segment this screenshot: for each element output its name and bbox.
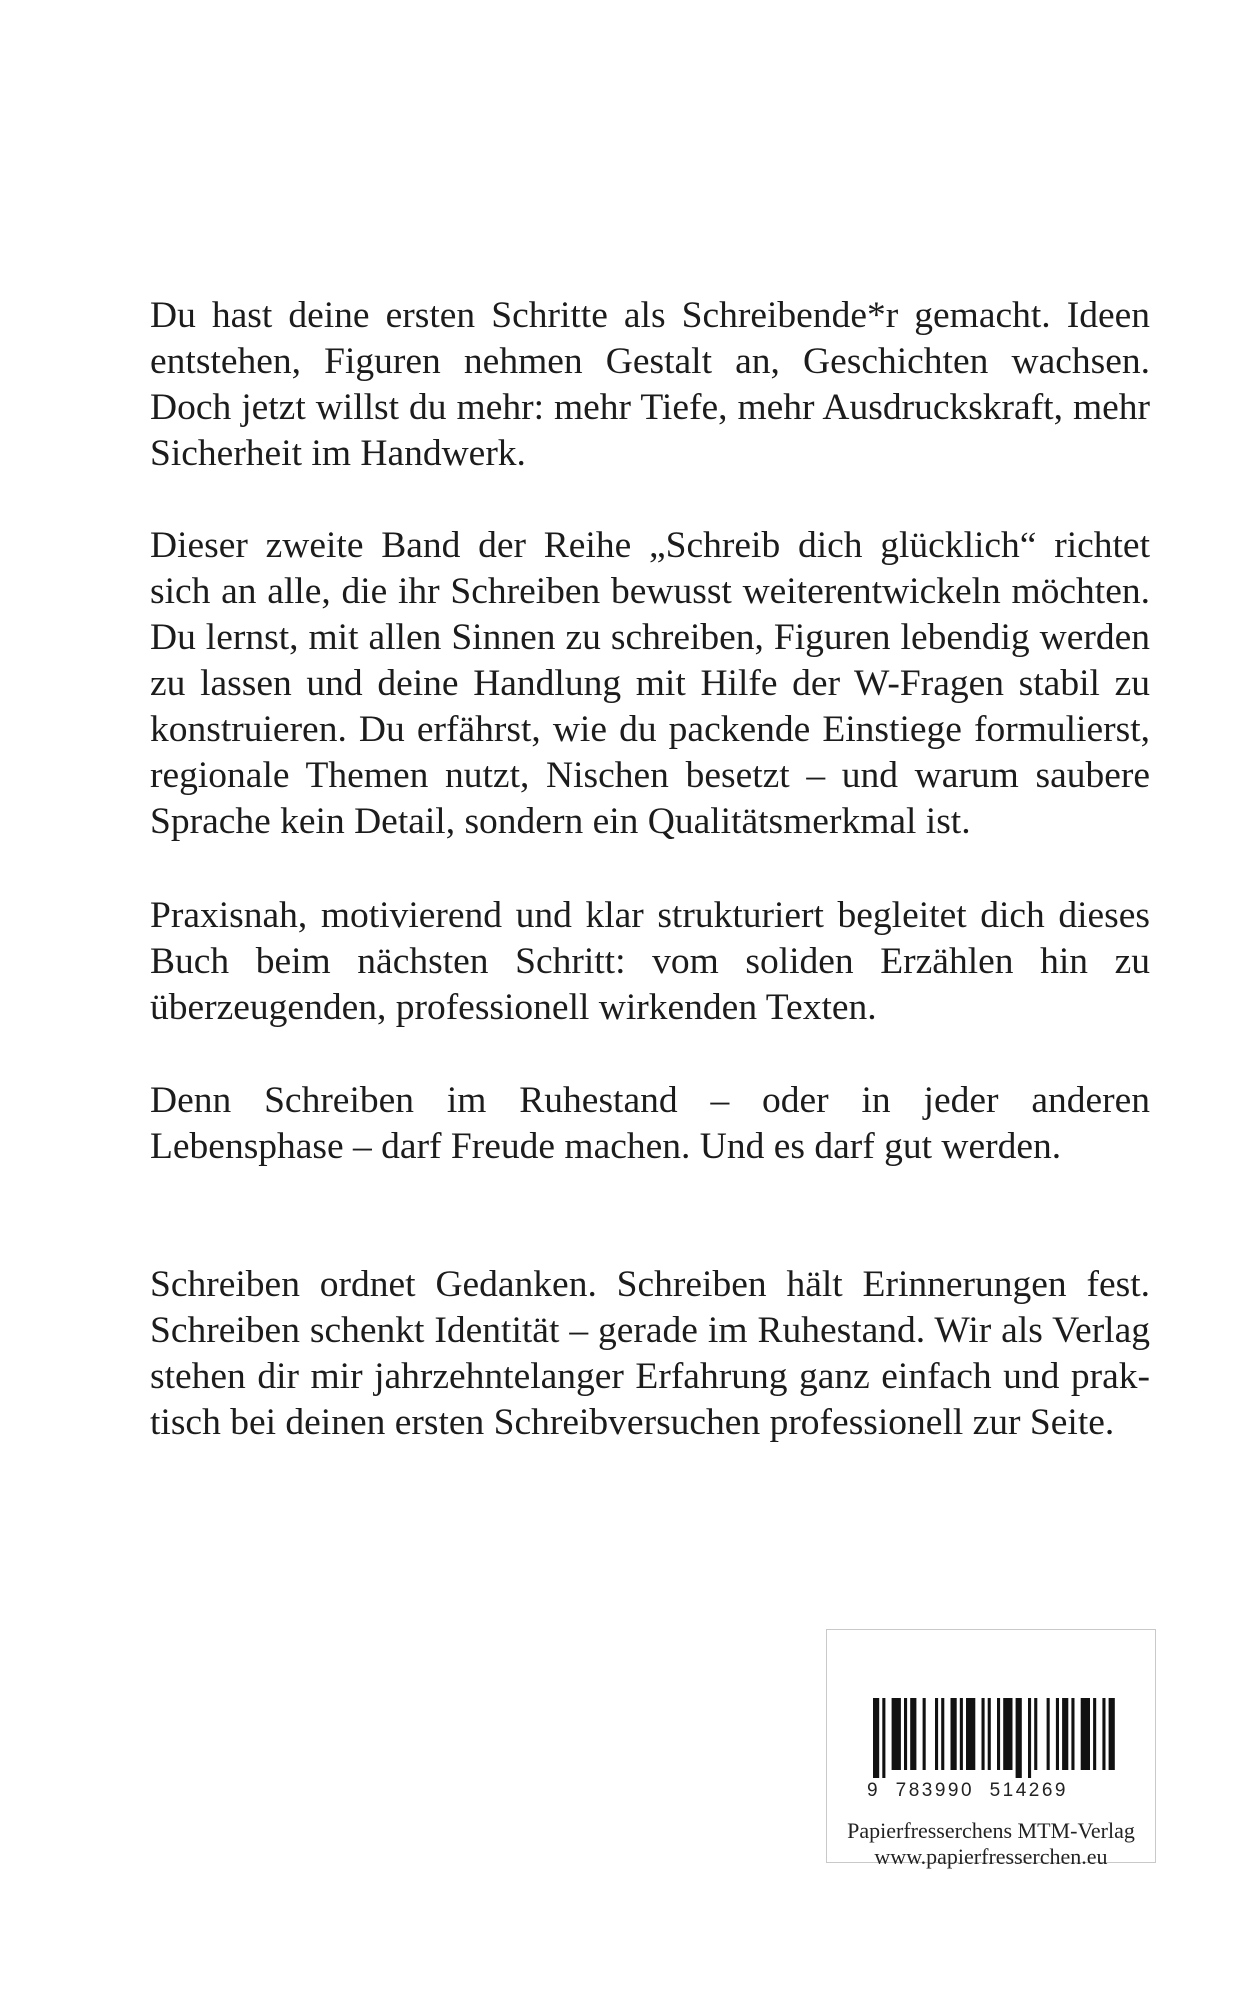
publisher-website: www.papierfresserchen.eu (874, 1844, 1108, 1869)
barcode-bar (982, 1698, 985, 1770)
barcode-bar (1003, 1698, 1012, 1770)
barcode-bar (997, 1698, 1000, 1770)
barcode-bar (1016, 1698, 1022, 1778)
barcode-bar (1056, 1698, 1059, 1770)
barcode-bar (941, 1698, 944, 1770)
barcode-bar (1071, 1698, 1074, 1770)
barcode-bar (910, 1698, 916, 1770)
paragraph-text: Praxisnah, motivierend und klar strukturiert begleitet dich dieses Buch beim nächsten Schritt: vom soliden Erzählen hin zu überzeugenden, professionell wirkenden Texten. (150, 895, 1150, 1028)
barcode-bar (1028, 1698, 1031, 1778)
barcode-panel (826, 1629, 1156, 1869)
barcode-bar (1081, 1698, 1090, 1770)
barcode-bar (935, 1698, 938, 1770)
paragraph-ruhestand (150, 1078, 1150, 1170)
paragraph-praxis (150, 893, 1150, 1031)
barcode-bar (892, 1698, 901, 1770)
barcode-bar (1034, 1698, 1037, 1770)
isbn-number: 9 783990 514269 (867, 1780, 1068, 1801)
barcode-bar (1093, 1698, 1096, 1770)
paragraph-text: Schreiben ordnet Gedanken. Schreiben hält Erinnerungen fest. Schreiben schenkt Identität – gerade im Ruhestand. Wir als Verlag stehen dir mir jahrzehntelanger Erfahrung ganz einfach und praktisch bei deinen ersten Schreibversuchen professionell zur Seite. (150, 1264, 1150, 1443)
paragraph-text: Denn Schreiben im Ruhestand – oder in jeder anderen Lebensphase – darf Freude machen. Und es darf gut werden. (150, 1080, 1150, 1167)
publisher-name: Papierfresserchens MTM-Verlag (847, 1818, 1135, 1843)
barcode-bar (951, 1698, 957, 1770)
barcode-bar (966, 1698, 975, 1770)
paragraph-description (150, 523, 1150, 845)
barcode-bar (882, 1698, 885, 1778)
paragraph-intro (150, 293, 1150, 477)
barcode-bar (923, 1698, 926, 1770)
paragraph-verlag (150, 1262, 1150, 1446)
paragraph-text: Dieser zweite Band der Reihe „Schreib dich glücklich“ richtet sich an alle, die ihr Schreiben bewusst weiterentwickeln möchten. Du lernst, mit allen Sinnen zu schreiben, Figuren lebendig werden zu lassen und deine Handlung mit Hilfe der W-Fragen stabil zu konstruieren. Du erfährst, wie du packende Einstiege formulierst, regionale Themen nutzt, Nischen besetzt – und warum saubere Sprache kein Detail, sondern ein Qualitätsmerkmal ist. (150, 525, 1150, 842)
barcode-bar (988, 1698, 991, 1770)
barcode-bar (1047, 1698, 1050, 1770)
barcode-icon (867, 1698, 1117, 1778)
barcode-bar (873, 1698, 879, 1778)
barcode-bar (1062, 1698, 1068, 1770)
paragraph-text: Du hast deine ersten Schritte als Schreibende*r gemacht. Ideen entstehen, Figuren nehmen Gestalt an, Geschichten wachsen. Doch jetzt willst du mehr: mehr Tiefe, mehr Ausdruckskraft, mehr Sicherheit im Handwerk. (150, 295, 1150, 474)
barcode-bar (1102, 1698, 1105, 1770)
barcode-bar (904, 1698, 907, 1770)
barcode-bar (960, 1698, 963, 1770)
barcode-bar (1109, 1698, 1115, 1770)
